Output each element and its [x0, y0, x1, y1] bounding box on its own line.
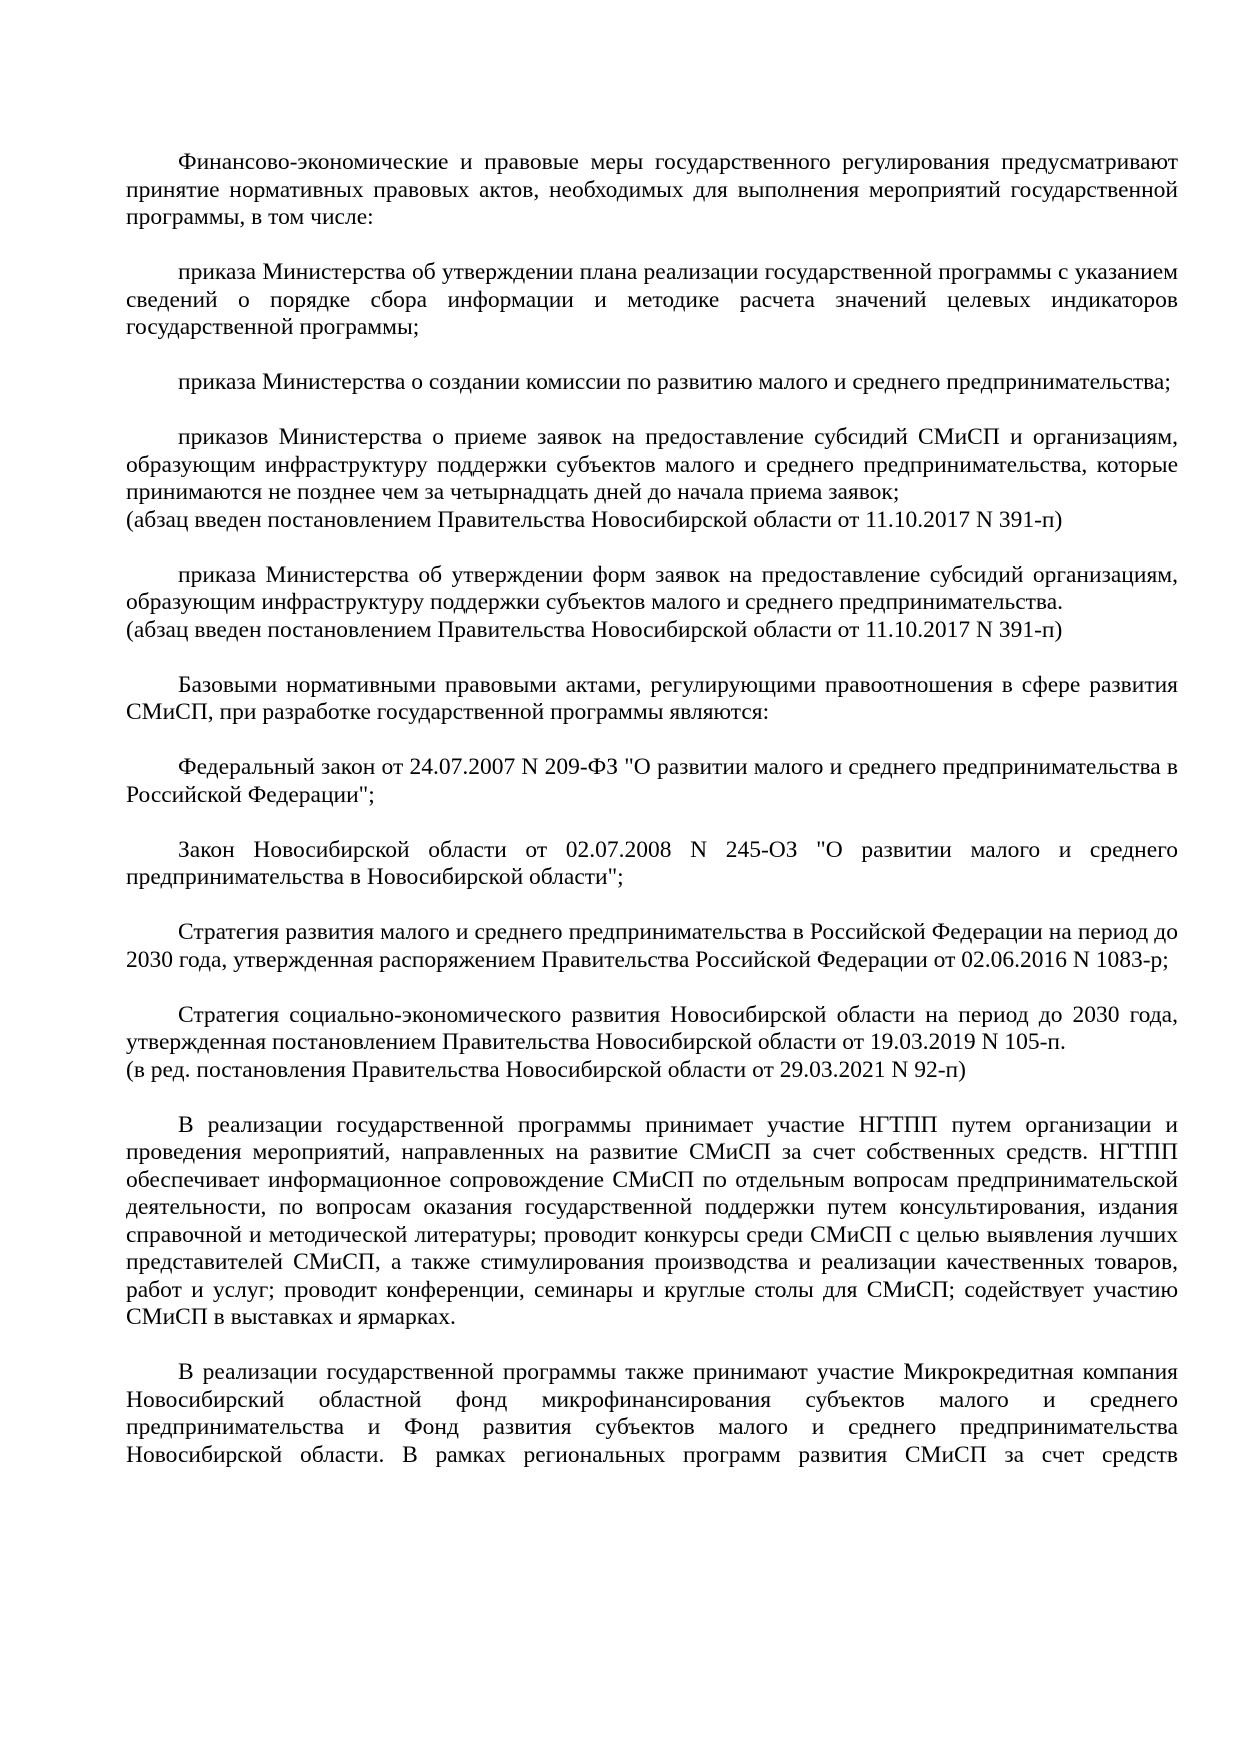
paragraph: В реализации государственной программы также принимают участие Микрокредитная компания Новосибирский областной фонд микрофинансирования субъектов малого и среднего предпринимательства и Фонд развития субъектов малого и среднего предпринимательства Новосибирской области. В рамках региональных программ развития СМиСП за счет средств: [126, 1359, 1178, 1468]
amendment-note: (абзац введен постановлением Правительства Новосибирской области от 11.10.2017 N 391-п): [126, 506, 1063, 533]
paragraph: Финансово-экономические и правовые меры государственного регулирования предусматривают принятие нормативных правовых актов, необходимых для выполнения мероприятий государственной программы, в том числе:: [126, 149, 1178, 230]
paragraph: Закон Новосибирской области от 02.07.2008 N 245-ОЗ "О развитии малого и среднего предпринимательства в Новосибирской области";: [126, 836, 1178, 890]
amendment-note: (в ред. постановления Правительства Новосибирской области от 29.03.2021 N 92-п): [126, 1056, 966, 1083]
paragraph: Стратегия развития малого и среднего предпринимательства в Российской Федерации на период до 2030 года, утвержденная распоряжением Правительства Российской Федерации от 02.06.2016 N 1083-р;: [126, 919, 1178, 973]
paragraph: Федеральный закон от 24.07.2007 N 209-ФЗ "О развитии малого и среднего предпринимательства в Российской Федерации";: [126, 754, 1178, 808]
paragraph: приказов Министерства о приеме заявок на предоставление субсидий СМиСП и организациям, образующим инфраструктуру поддержки субъектов малого и среднего предпринимательства, которые принимаются не позднее чем за четырнадцать дней до начала приема заявок;: [126, 424, 1178, 505]
document-page: [126, 149, 1178, 1497]
paragraph: приказа Министерства об утверждении плана реализации государственной программы с указанием сведений о порядке сбора информации и методике расчета значений целевых индикаторов государственной программы;: [126, 259, 1178, 340]
paragraph: приказа Министерства об утверждении форм заявок на предоставление субсидий организациям, образующим инфраструктуру поддержки субъектов малого и среднего предпринимательства.: [126, 561, 1178, 615]
paragraph: В реализации государственной программы принимает участие НГТПП путем организации и проведения мероприятий, направленных на развитие СМиСП за счет собственных средств. НГТПП обеспечивает информационное сопровождение СМиСП по отдельным вопросам предпринимательской деятельности, по вопросам оказания государственной поддержки путем консультирования, издания справочной и методической литературы; проводит конкурсы среди СМиСП с целью выявления лучших представителей СМиСП, а также стимулирования производства и реализации качественных товаров, работ и услуг; проводит конференции, семинары и круглые столы для СМиСП; содействует участию СМиСП в выставках и ярмарках.: [126, 1111, 1178, 1330]
amendment-note: (абзац введен постановлением Правительства Новосибирской области от 11.10.2017 N 391-п): [126, 616, 1063, 643]
paragraph: Стратегия социально-экономического развития Новосибирской области на период до 2030 года, утвержденная постановлением Правительства Новосибирской области от 19.03.2019 N 105-п.: [126, 1001, 1178, 1055]
paragraph: Базовыми нормативными правовыми актами, регулирующими правоотношения в сфере развития СМиСП, при разработке государственной программы являются:: [126, 671, 1178, 725]
paragraph: приказа Министерства о создании комиссии по развитию малого и среднего предпринимательства;: [178, 369, 1171, 395]
